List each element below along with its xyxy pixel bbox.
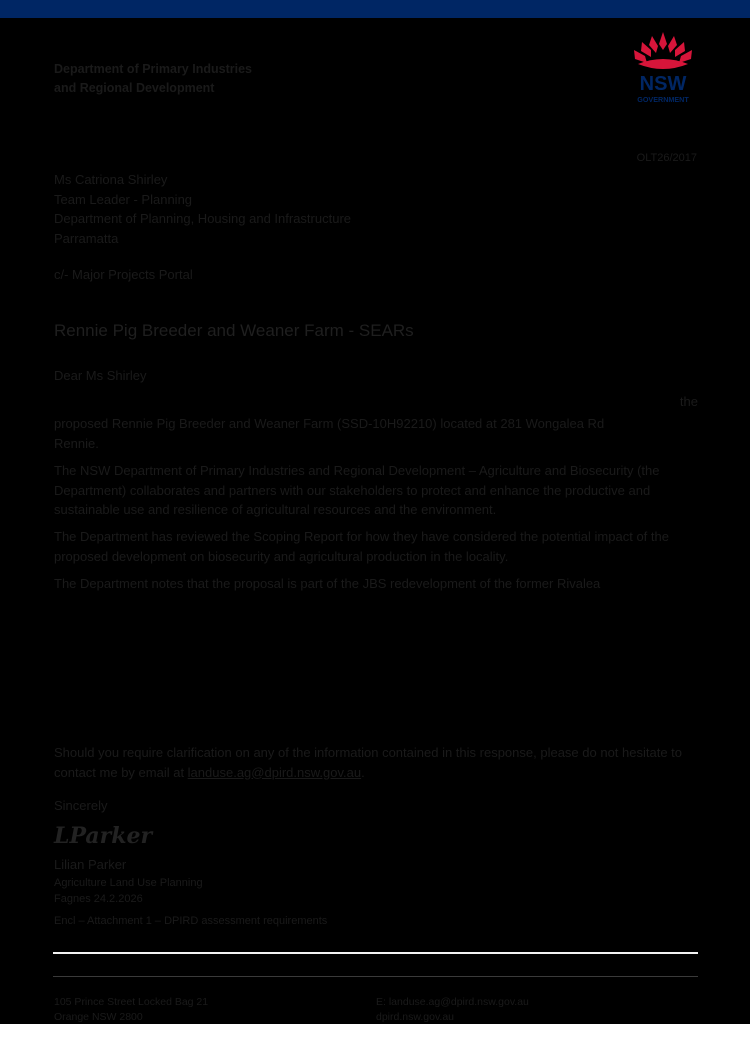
paragraph-2: The NSW Department of Primary Industries and Regional Development – Agriculture and Biosecurity (the Department) collaborates and partners with our stakeholders to protect and enhance the productive and sustainable use and resilience of agricultural resources and the environment. <box>54 463 660 517</box>
salutation: Dear Ms Shirley <box>54 368 147 383</box>
department-name <box>54 60 252 98</box>
recipient-organisation: Department of Planning, Housing and Infrastructure <box>54 211 352 226</box>
bottom-page-edge <box>0 1024 750 1061</box>
recipient-location: Parramatta <box>54 230 119 246</box>
enclosure-note: Encl – Attachment 1 – DPIRD assessment requirements <box>54 915 328 927</box>
closing-text: Should you require clarification on any of the information contained in this response, please do not hesitate to contact me by email at <box>54 745 683 780</box>
footer-address <box>54 995 208 1025</box>
footer-email[interactable]: E: landuse.ag@dpird.nsw.gov.au <box>376 996 529 1008</box>
signatory-details <box>54 876 203 907</box>
recipient-address <box>54 170 351 248</box>
paragraph-1 <box>54 414 698 453</box>
reference-number: OLT26/2017 <box>636 152 697 164</box>
paragraph-1-line-3: Rennie. <box>54 435 99 451</box>
delivery-via: c/- Major Projects Portal <box>54 267 193 282</box>
signatory-title: Agriculture Land Use Planning <box>54 877 203 889</box>
nsw-government-logo <box>628 30 698 106</box>
handwritten-signature: LParker <box>54 823 153 849</box>
footer-address-line-2: Orange NSW 2800 <box>54 1011 143 1023</box>
paragraph-4: The Department notes that the proposal is part of the JBS redevelopment of the former Rivalea <box>54 576 601 591</box>
letter-subject: Rennie Pig Breeder and Weaner Farm - SEARs <box>54 321 414 340</box>
footer-contact <box>376 995 529 1025</box>
recipient-title: Team Leader - Planning <box>54 191 193 207</box>
footer-address-line-1: 105 Prince Street Locked Bag 21 <box>54 996 209 1008</box>
paragraph-1-tail: the <box>679 394 698 409</box>
department-line-1: Department of Primary Industries <box>54 62 252 76</box>
paragraph-3: The Department has reviewed the Scoping Report for how they have considered the potential impact of the proposed development on biosecurity and agricultural production in the locality. <box>54 529 669 564</box>
signatory-name: Lilian Parker <box>54 857 127 872</box>
footer-divider <box>53 976 698 977</box>
sign-off: Sincerely <box>54 798 108 813</box>
waratah-icon <box>634 32 692 69</box>
top-color-bar <box>0 0 750 18</box>
logo-wordmark: NSW <box>639 73 687 95</box>
contact-email-link[interactable]: landuse.ag@dpird.nsw.gov.au <box>187 764 362 780</box>
signatory-date: Fagnes 24.2.2026 <box>54 892 143 905</box>
closing-paragraph <box>54 743 698 782</box>
footer-divider-light <box>53 952 698 954</box>
closing-period: . <box>361 764 365 780</box>
footer-website[interactable]: dpird.nsw.gov.au <box>376 1011 455 1023</box>
paragraph-1-line-2: proposed Rennie Pig Breeder and Weaner Farm (SSD-10H92210) located at 281 Wongalea Rd <box>54 416 605 431</box>
recipient-name: Ms Catriona Shirley <box>54 172 168 187</box>
department-line-2: and Regional Development <box>54 81 215 95</box>
logo-subtitle: GOVERNMENT <box>637 95 689 104</box>
